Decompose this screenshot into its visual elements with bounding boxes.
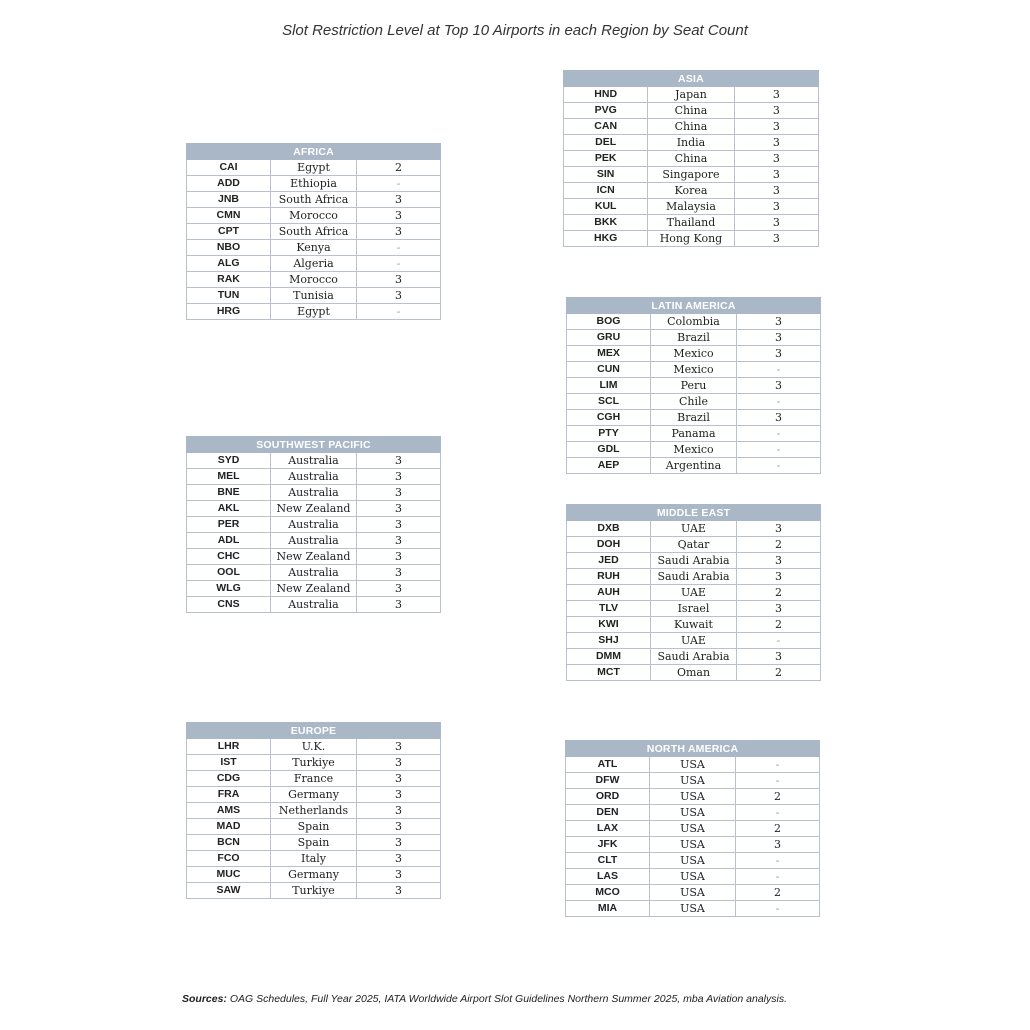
country-name: Morocco (271, 208, 357, 224)
table-row (566, 789, 820, 805)
airport-code: CHC (187, 549, 271, 565)
country-name: Mexico (651, 362, 737, 378)
country-name: Australia (271, 469, 357, 485)
region-table-north-america (565, 740, 820, 917)
airport-code: ICN (564, 183, 648, 199)
slot-level: 3 (737, 330, 821, 346)
slot-level: - (357, 304, 441, 320)
table-row (567, 665, 821, 681)
slot-level: 2 (737, 537, 821, 553)
slot-level: 3 (357, 803, 441, 819)
table-row (187, 208, 441, 224)
slot-level: 3 (357, 819, 441, 835)
table-row (567, 521, 821, 537)
airport-code: NBO (187, 240, 271, 256)
airport-code: WLG (187, 581, 271, 597)
table-row (187, 272, 441, 288)
country-name: UAE (651, 585, 737, 601)
country-name: USA (650, 837, 736, 853)
airport-code: LIM (567, 378, 651, 394)
table-row (564, 199, 819, 215)
slot-level: 3 (734, 215, 818, 231)
country-name: Turkiye (271, 755, 357, 771)
country-name: Egypt (271, 304, 357, 320)
airport-code: BOG (567, 314, 651, 330)
airport-code: SYD (187, 453, 271, 469)
table-row (566, 901, 820, 917)
country-name: Australia (271, 485, 357, 501)
country-name: U.K. (271, 739, 357, 755)
table-row (187, 176, 441, 192)
slot-level: 3 (737, 314, 821, 330)
slot-level: 3 (357, 755, 441, 771)
region-header: SOUTHWEST PACIFIC (187, 437, 441, 453)
airport-code: HKG (564, 231, 648, 247)
slot-level: - (736, 805, 820, 821)
slot-level: 3 (357, 883, 441, 899)
airport-code: CGH (567, 410, 651, 426)
table-row (187, 533, 441, 549)
slot-level: 3 (357, 469, 441, 485)
region-table-latin-america (566, 297, 821, 474)
table-row (567, 426, 821, 442)
table-row (187, 224, 441, 240)
airport-code: ORD (566, 789, 650, 805)
airport-code: MUC (187, 867, 271, 883)
airport-code: MEX (567, 346, 651, 362)
country-name: USA (650, 869, 736, 885)
slot-level: 2 (736, 821, 820, 837)
table-row (187, 581, 441, 597)
table-row (567, 458, 821, 474)
slot-level: 2 (737, 617, 821, 633)
slot-level: 3 (737, 410, 821, 426)
table-row (564, 151, 819, 167)
table-row (187, 192, 441, 208)
table-row (564, 215, 819, 231)
slot-level: - (736, 869, 820, 885)
table-row (187, 240, 441, 256)
airport-code: RAK (187, 272, 271, 288)
country-name: Spain (271, 819, 357, 835)
region-table-middle-east (566, 504, 821, 681)
table-row (564, 231, 819, 247)
airport-code: LAX (566, 821, 650, 837)
slot-level: 3 (357, 565, 441, 581)
table-row (187, 304, 441, 320)
country-name: Ethiopia (271, 176, 357, 192)
airport-code: SAW (187, 883, 271, 899)
slot-level: 3 (737, 649, 821, 665)
country-name: Saudi Arabia (651, 649, 737, 665)
slot-level: 3 (357, 517, 441, 533)
slot-level: 3 (357, 867, 441, 883)
airport-code: CPT (187, 224, 271, 240)
table-row (187, 883, 441, 899)
airport-code: SHJ (567, 633, 651, 649)
country-name: Australia (271, 517, 357, 533)
country-name: Egypt (271, 160, 357, 176)
region-table-asia (563, 70, 819, 247)
country-name: Chile (651, 394, 737, 410)
airport-code: AEP (567, 458, 651, 474)
country-name: USA (650, 821, 736, 837)
country-name: New Zealand (271, 581, 357, 597)
airport-code: MEL (187, 469, 271, 485)
airport-code: CAN (564, 119, 648, 135)
country-name: Brazil (651, 410, 737, 426)
slot-level: 3 (357, 739, 441, 755)
country-name: India (648, 135, 734, 151)
slot-level: 3 (734, 183, 818, 199)
country-name: China (648, 119, 734, 135)
airport-code: ADL (187, 533, 271, 549)
slot-level: - (737, 633, 821, 649)
table-row (187, 160, 441, 176)
region-header: EUROPE (187, 723, 441, 739)
slot-level: 3 (357, 851, 441, 867)
country-name: Turkiye (271, 883, 357, 899)
table-row (187, 771, 441, 787)
slot-level: 3 (357, 224, 441, 240)
country-name: USA (650, 789, 736, 805)
slot-level: 3 (357, 288, 441, 304)
table-row (187, 288, 441, 304)
airport-code: CUN (567, 362, 651, 378)
table-row (567, 330, 821, 346)
country-name: Argentina (651, 458, 737, 474)
table-row (564, 167, 819, 183)
table-row (567, 537, 821, 553)
country-name: Australia (271, 565, 357, 581)
page-title: Slot Restriction Level at Top 10 Airports in each Region by Seat Count (282, 22, 748, 39)
slot-level: 3 (734, 231, 818, 247)
airport-code: PER (187, 517, 271, 533)
airport-code: LHR (187, 739, 271, 755)
table-row (566, 757, 820, 773)
country-name: South Africa (271, 192, 357, 208)
airport-code: ALG (187, 256, 271, 272)
country-name: USA (650, 773, 736, 789)
country-name: Japan (648, 87, 734, 103)
country-name: USA (650, 757, 736, 773)
airport-code: HRG (187, 304, 271, 320)
airport-code: CMN (187, 208, 271, 224)
country-name: China (648, 151, 734, 167)
slot-level: 3 (737, 346, 821, 362)
table-row (566, 837, 820, 853)
table-row (564, 87, 819, 103)
slot-level: 3 (734, 167, 818, 183)
slot-level: 3 (357, 597, 441, 613)
airport-code: PEK (564, 151, 648, 167)
table-row (187, 739, 441, 755)
country-name: South Africa (271, 224, 357, 240)
table-row (567, 314, 821, 330)
airport-code: DFW (566, 773, 650, 789)
country-name: Germany (271, 867, 357, 883)
slot-level: 3 (357, 453, 441, 469)
airport-code: HND (564, 87, 648, 103)
airport-code: PVG (564, 103, 648, 119)
table-row (566, 853, 820, 869)
airport-code: CNS (187, 597, 271, 613)
airport-code: DEL (564, 135, 648, 151)
slot-level: - (737, 362, 821, 378)
airport-code: AKL (187, 501, 271, 517)
slot-level: 3 (357, 581, 441, 597)
country-name: Saudi Arabia (651, 553, 737, 569)
country-name: Korea (648, 183, 734, 199)
table-row (567, 410, 821, 426)
country-name: Saudi Arabia (651, 569, 737, 585)
table-row (187, 453, 441, 469)
region-header: LATIN AMERICA (567, 298, 821, 314)
country-name: Panama (651, 426, 737, 442)
table-row (566, 773, 820, 789)
country-name: Malaysia (648, 199, 734, 215)
table-row (564, 119, 819, 135)
table-row (187, 469, 441, 485)
slot-level: - (736, 853, 820, 869)
country-name: USA (650, 885, 736, 901)
country-name: USA (650, 901, 736, 917)
airport-code: MIA (566, 901, 650, 917)
table-row (187, 819, 441, 835)
country-name: New Zealand (271, 549, 357, 565)
airport-code: KWI (567, 617, 651, 633)
table-row (564, 183, 819, 199)
slot-level: 3 (737, 521, 821, 537)
country-name: Israel (651, 601, 737, 617)
airport-code: TUN (187, 288, 271, 304)
country-name: Thailand (648, 215, 734, 231)
slot-level: 2 (357, 160, 441, 176)
table-row (567, 649, 821, 665)
country-name: Germany (271, 787, 357, 803)
slot-level: 2 (736, 789, 820, 805)
region-table-africa (186, 143, 441, 320)
airport-code: GDL (567, 442, 651, 458)
region-table-europe (186, 722, 441, 899)
slot-level: 3 (357, 501, 441, 517)
table-row (187, 787, 441, 803)
airport-code: PTY (567, 426, 651, 442)
table-row (567, 553, 821, 569)
airport-code: AMS (187, 803, 271, 819)
table-row (566, 821, 820, 837)
country-name: Kenya (271, 240, 357, 256)
table-row (187, 517, 441, 533)
country-name: Colombia (651, 314, 737, 330)
region-header: ASIA (564, 71, 819, 87)
table-row (187, 803, 441, 819)
slot-level: 3 (734, 87, 818, 103)
table-row (567, 442, 821, 458)
country-name: China (648, 103, 734, 119)
airport-code: GRU (567, 330, 651, 346)
country-name: Mexico (651, 442, 737, 458)
slot-level: 2 (737, 665, 821, 681)
slot-level: 3 (737, 378, 821, 394)
table-row (187, 851, 441, 867)
table-row (567, 346, 821, 362)
airport-code: MCO (566, 885, 650, 901)
slot-level: 2 (737, 585, 821, 601)
slot-level: 3 (357, 485, 441, 501)
country-name: USA (650, 853, 736, 869)
country-name: Netherlands (271, 803, 357, 819)
table-row (567, 585, 821, 601)
airport-code: DEN (566, 805, 650, 821)
country-name: USA (650, 805, 736, 821)
country-name: Kuwait (651, 617, 737, 633)
slot-level: - (357, 256, 441, 272)
airport-code: MAD (187, 819, 271, 835)
slot-level: 3 (357, 533, 441, 549)
country-name: Mexico (651, 346, 737, 362)
sources-note (182, 993, 982, 1005)
slot-level: 3 (734, 119, 818, 135)
slot-level: - (736, 773, 820, 789)
table-row (187, 835, 441, 851)
country-name: UAE (651, 633, 737, 649)
airport-code: TLV (567, 601, 651, 617)
slot-level: 2 (736, 885, 820, 901)
table-row (567, 617, 821, 633)
slot-level: 3 (357, 208, 441, 224)
airport-code: JNB (187, 192, 271, 208)
airport-code: AUH (567, 585, 651, 601)
table-row (187, 485, 441, 501)
table-row (187, 501, 441, 517)
airport-code: KUL (564, 199, 648, 215)
country-name: Hong Kong (648, 231, 734, 247)
country-name: Italy (271, 851, 357, 867)
country-name: New Zealand (271, 501, 357, 517)
sources-label: Sources: (182, 993, 227, 1005)
region-table-southwest-pacific (186, 436, 441, 613)
region-header: NORTH AMERICA (566, 741, 820, 757)
table-row (187, 256, 441, 272)
table-row (566, 805, 820, 821)
slot-level: 3 (734, 151, 818, 167)
airport-code: CDG (187, 771, 271, 787)
table-row (187, 597, 441, 613)
slot-level: 3 (734, 199, 818, 215)
slot-level: 3 (737, 553, 821, 569)
country-name: Tunisia (271, 288, 357, 304)
airport-code: DMM (567, 649, 651, 665)
airport-code: SIN (564, 167, 648, 183)
airport-code: RUH (567, 569, 651, 585)
table-row (187, 755, 441, 771)
slot-level: - (357, 176, 441, 192)
slot-level: 3 (357, 787, 441, 803)
table-row (564, 135, 819, 151)
country-name: Singapore (648, 167, 734, 183)
country-name: Oman (651, 665, 737, 681)
airport-code: MCT (567, 665, 651, 681)
table-row (567, 569, 821, 585)
airport-code: SCL (567, 394, 651, 410)
table-row (187, 565, 441, 581)
airport-code: FCO (187, 851, 271, 867)
slot-level: - (736, 757, 820, 773)
country-name: Morocco (271, 272, 357, 288)
table-row (187, 549, 441, 565)
airport-code: CLT (566, 853, 650, 869)
slot-level: 3 (734, 135, 818, 151)
airport-code: ADD (187, 176, 271, 192)
slot-level: 3 (357, 549, 441, 565)
region-header: MIDDLE EAST (567, 505, 821, 521)
airport-code: JFK (566, 837, 650, 853)
airport-code: ATL (566, 757, 650, 773)
slot-level: 3 (734, 103, 818, 119)
slot-level: - (737, 442, 821, 458)
slot-level: 3 (357, 835, 441, 851)
country-name: Algeria (271, 256, 357, 272)
country-name: UAE (651, 521, 737, 537)
table-row (567, 362, 821, 378)
table-row (567, 378, 821, 394)
country-name: Peru (651, 378, 737, 394)
slot-level: - (737, 458, 821, 474)
airport-code: BCN (187, 835, 271, 851)
region-header: AFRICA (187, 144, 441, 160)
country-name: Spain (271, 835, 357, 851)
table-row (567, 633, 821, 649)
airport-code: CAI (187, 160, 271, 176)
country-name: Australia (271, 453, 357, 469)
slot-level: - (737, 394, 821, 410)
slot-level: 3 (737, 569, 821, 585)
table-row (564, 103, 819, 119)
table-row (566, 869, 820, 885)
airport-code: DXB (567, 521, 651, 537)
airport-code: BKK (564, 215, 648, 231)
slot-level: - (357, 240, 441, 256)
country-name: France (271, 771, 357, 787)
slot-level: - (737, 426, 821, 442)
airport-code: BNE (187, 485, 271, 501)
airport-code: JED (567, 553, 651, 569)
airport-code: IST (187, 755, 271, 771)
slot-level: 3 (736, 837, 820, 853)
airport-code: LAS (566, 869, 650, 885)
table-row (566, 885, 820, 901)
slot-level: 3 (357, 272, 441, 288)
country-name: Australia (271, 533, 357, 549)
table-row (567, 394, 821, 410)
slot-level: 3 (737, 601, 821, 617)
country-name: Brazil (651, 330, 737, 346)
slot-level: - (736, 901, 820, 917)
airport-code: DOH (567, 537, 651, 553)
country-name: Australia (271, 597, 357, 613)
sources-text: OAG Schedules, Full Year 2025, IATA Worldwide Airport Slot Guidelines Northern Summer 2025, mba Aviation analysis. (229, 993, 788, 1005)
country-name: Qatar (651, 537, 737, 553)
table-row (187, 867, 441, 883)
slot-level: 3 (357, 771, 441, 787)
airport-code: FRA (187, 787, 271, 803)
table-row (567, 601, 821, 617)
slot-level: 3 (357, 192, 441, 208)
airport-code: OOL (187, 565, 271, 581)
